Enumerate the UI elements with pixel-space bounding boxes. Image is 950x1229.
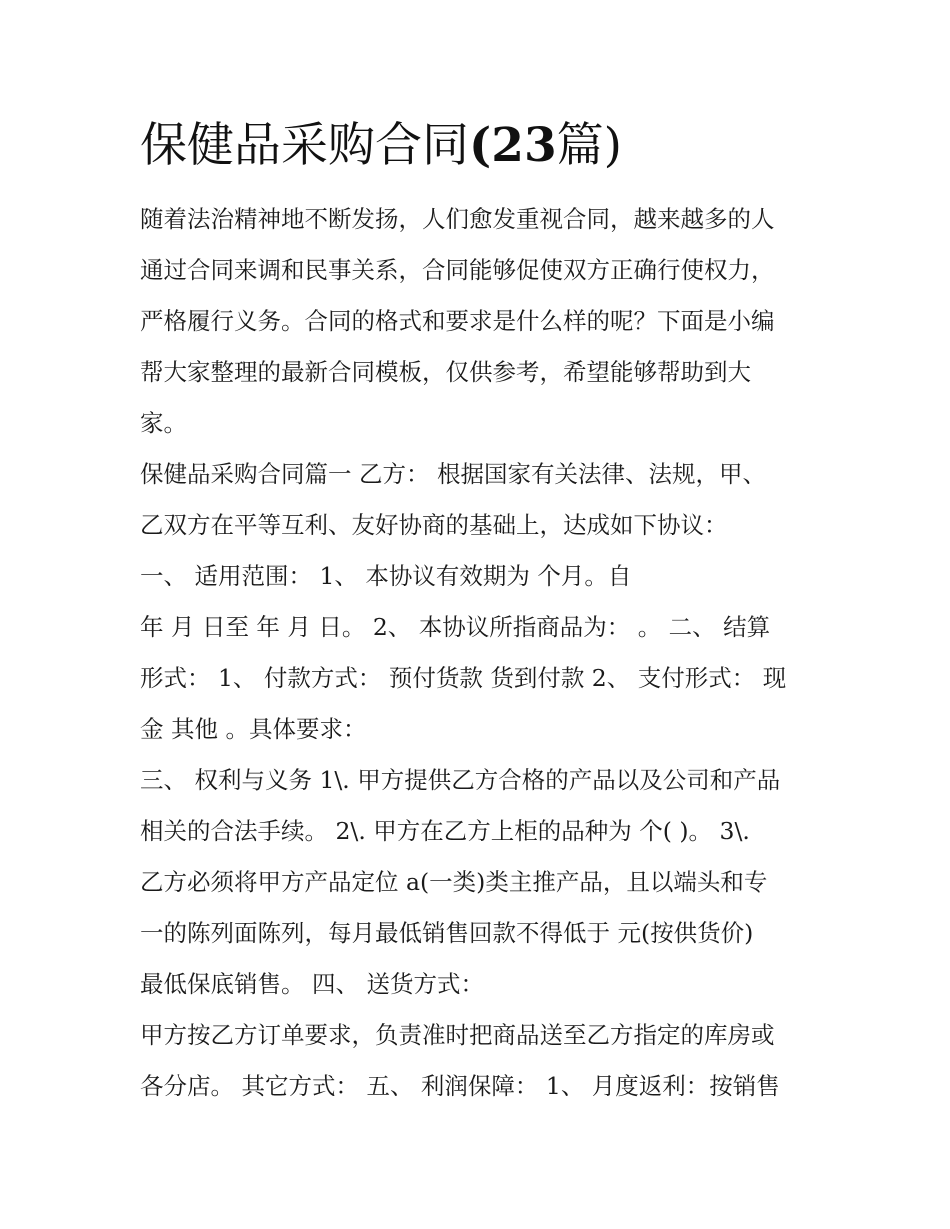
body-line-1: 随着法治精神地不断发扬，人们愈发重视合同，越来越多的人 (140, 205, 775, 233)
body-line-15: 一的陈列面陈列，每月最低销售回款不得低于 元(按供货价) (140, 919, 754, 947)
body-line-8: 一、 适用范围： 1、 本协议有效期为 个月。自 (140, 562, 632, 590)
body-line-7: 乙双方在平等互利、友好协商的基础上，达成如下协议： (140, 511, 728, 539)
body-line-14: 乙方必须将甲方产品定位 a(一类)类主推产品，且以端头和专 (140, 868, 768, 896)
title-prefix: 保健品采购合同 (140, 118, 469, 173)
body-line-2: 通过合同来调和民事关系，合同能够促使双方正确行使权力， (140, 256, 775, 284)
title-count: (23 (469, 118, 557, 173)
body-line-10: 形式： 1、 付款方式： 预付货款 货到付款 2、 支付形式： 现 (140, 664, 787, 692)
body-line-5: 家。 (140, 409, 187, 437)
body-line-12: 三、 权利与义务 1\. 甲方提供乙方合格的产品以及公司和产品 (140, 766, 781, 794)
body-line-11: 金 其他 。具体要求： (140, 715, 367, 743)
body-line-17: 甲方按乙方订单要求，负责准时把商品送至乙方指定的库房或 (140, 1021, 775, 1049)
body-line-3: 严格履行义务。合同的格式和要求是什么样的呢？下面是小编 (140, 307, 775, 335)
title-suffix: 篇) (556, 118, 622, 173)
document-title (140, 114, 622, 178)
body-line-4: 帮大家整理的最新合同模板，仅供参考，希望能够帮助到大 (140, 358, 751, 386)
body-line-13: 相关的合法手续。 2\. 甲方在乙方上柜的品种为 个( )。 3\. (140, 817, 750, 845)
body-line-6: 保健品采购合同篇一 乙方： 根据国家有关法律、法规，甲、 (140, 460, 766, 488)
body-line-16: 最低保底销售。 四、 送货方式： (140, 970, 484, 998)
body-line-9: 年 月 日至 年 月 日。 2、 本协议所指商品为： 。 二、 结算 (140, 613, 771, 641)
body-line-18: 各分店。 其它方式： 五、 利润保障： 1、 月度返利：按销售 (140, 1072, 780, 1100)
